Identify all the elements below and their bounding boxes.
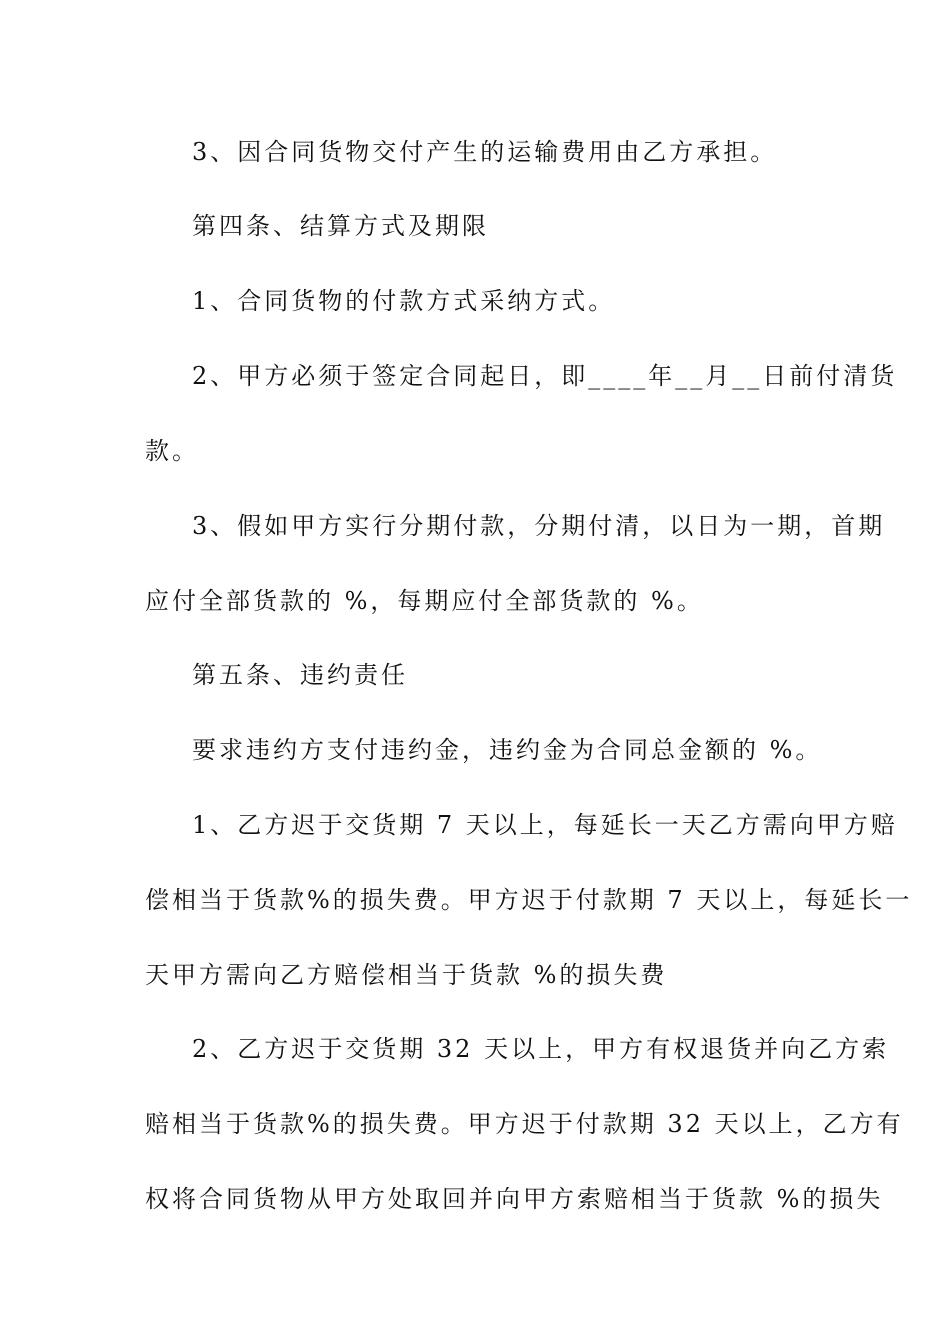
paragraph-line: 天甲方需向乙方赔偿相当于货款 %的损失费 [145,961,668,989]
paragraph-line: 赔相当于货款%的损失费。甲方迟于付款期 32 天以上，乙方有 [145,1110,904,1138]
paragraph-line: 1、乙方迟于交货期 7 天以上，每延长一天乙方需向甲方赔 [192,811,898,839]
paragraph-line: 应付全部货款的 %，每期应付全部货款的 %。 [145,587,704,615]
paragraph-line: 1、合同货物的付款方式采纳方式。 [192,287,616,315]
paragraph-line: 2、乙方迟于交货期 32 天以上，甲方有权退货并向乙方索 [192,1035,890,1063]
paragraph-line: 要求违约方支付违约金，违约金为合同总金额的 %。 [192,736,823,764]
paragraph-line: 偿相当于货款%的损失费。甲方迟于付款期 7 天以上，每延长一 [145,886,913,914]
paragraph-line: 3、因合同货物交付产生的运输费用由乙方承担。 [192,138,778,166]
paragraph-line: 3、假如甲方实行分期付款，分期付清，以日为一期，首期 [192,512,886,540]
paragraph-line: 2、甲方必须于签定合同起日，即____年__月__日前付清货 [192,362,898,390]
paragraph-line: 权将合同货物从甲方处取回并向甲方索赔相当于货款 %的损失 [145,1185,884,1213]
section-heading: 第四条、结算方式及期限 [192,212,489,240]
paragraph-line: 款。 [145,437,199,465]
section-heading: 第五条、违约责任 [192,661,408,689]
